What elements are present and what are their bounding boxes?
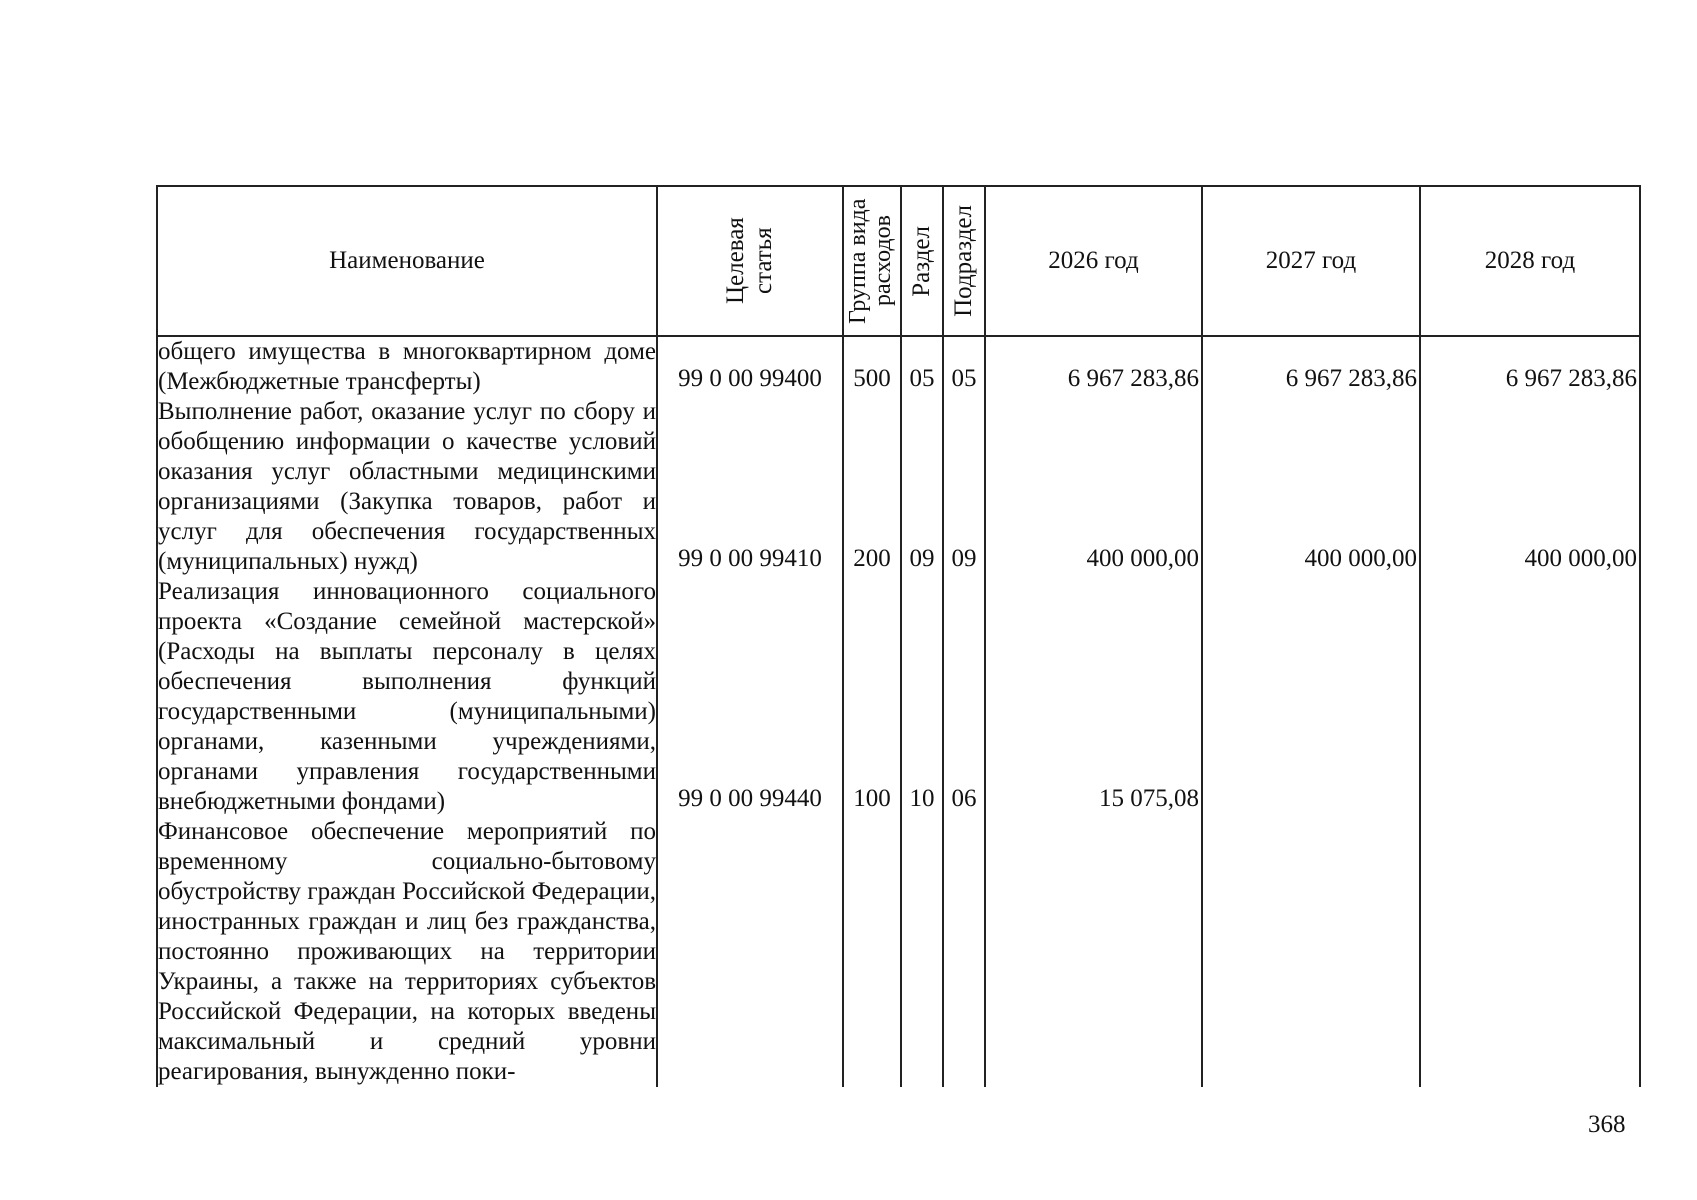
table-row	[157, 577, 1640, 817]
row-expense-group	[843, 817, 901, 1087]
row-2026: 15 075,08	[985, 577, 1202, 817]
row-expense-group: 500	[843, 336, 901, 397]
header-year-2026	[985, 186, 1202, 336]
row-2028	[1420, 817, 1640, 1087]
row-target-article: 99 0 00 99410	[657, 397, 843, 577]
header-subsection	[943, 186, 985, 336]
table-row	[157, 817, 1640, 1087]
row-name: Выполнение работ, оказание услуг по сбору и обобщению информации о качестве условий оказания услуг областными медицинскими организациями (Закупка товаров, работ и услуг для обеспечения государственных (муниципальных) нужд)	[158, 398, 656, 575]
row-subsection	[943, 817, 985, 1087]
row-2026: 6 967 283,86	[985, 336, 1202, 397]
row-expense-group: 100	[843, 577, 901, 817]
page-number: 368	[1588, 1111, 1626, 1138]
row-2027: 6 967 283,86	[1202, 336, 1420, 397]
row-2027	[1202, 817, 1420, 1087]
row-name: Финансовое обеспечение мероприятий по временному социально-бытовому обустройству граждан Российской Федерации, иностранных граждан и лиц без гражданства, постоянно проживающих на территории Украины, а также на территориях субъектов Российской Федерации, на которых введены максимальный и средний уровни реагирования, вынужденно поки-	[158, 818, 656, 1085]
row-target-article: 99 0 00 99440	[657, 577, 843, 817]
table-row	[157, 397, 1640, 577]
row-section	[901, 817, 943, 1087]
row-2028	[1420, 577, 1640, 817]
header-expense-group	[843, 186, 901, 336]
row-target-article	[657, 817, 843, 1087]
row-name: Реализация инновационного социального проекта «Создание семейной мастерской» (Расходы на выплаты персоналу в целях обеспечения выполнения функций государственными (муниципальными) органами, казенными учреждениями, органами управления государственными внебюджетными фондами)	[158, 578, 656, 815]
header-subsection-label: Подраздел	[950, 205, 977, 317]
row-2026: 400 000,00	[985, 397, 1202, 577]
row-2028: 6 967 283,86	[1420, 336, 1640, 397]
row-section: 05	[901, 336, 943, 397]
row-expense-group: 200	[843, 397, 901, 577]
header-section-label: Раздел	[908, 225, 935, 297]
row-2028: 400 000,00	[1420, 397, 1640, 577]
row-target-article: 99 0 00 99400	[657, 336, 843, 397]
row-section: 10	[901, 577, 943, 817]
row-2027	[1202, 577, 1420, 817]
row-2027: 400 000,00	[1202, 397, 1420, 577]
row-name: общего имущества в многоквартирном доме (Межбюджетные трансферты)	[158, 338, 656, 395]
row-subsection: 05	[943, 336, 985, 397]
header-section	[901, 186, 943, 336]
row-subsection: 09	[943, 397, 985, 577]
table-row	[157, 336, 1640, 397]
table-header-row	[157, 186, 1640, 336]
header-target-article	[657, 186, 843, 336]
header-name-label: Наименование	[329, 247, 485, 274]
header-expense-group-label: Группа вида расходов	[845, 198, 896, 324]
row-section: 09	[901, 397, 943, 577]
header-year-2027-label: 2027 год	[1265, 247, 1357, 274]
header-name	[157, 186, 657, 336]
header-year-2028	[1420, 186, 1640, 336]
header-year-2027	[1202, 186, 1420, 336]
row-2026	[985, 817, 1202, 1087]
row-subsection: 06	[943, 577, 985, 817]
header-year-2026-label: 2026 год	[1048, 247, 1139, 274]
header-year-2028-label: 2028 год	[1484, 247, 1576, 274]
header-target-article-label: Целевая статья	[722, 217, 777, 305]
budget-table	[156, 185, 1641, 1087]
